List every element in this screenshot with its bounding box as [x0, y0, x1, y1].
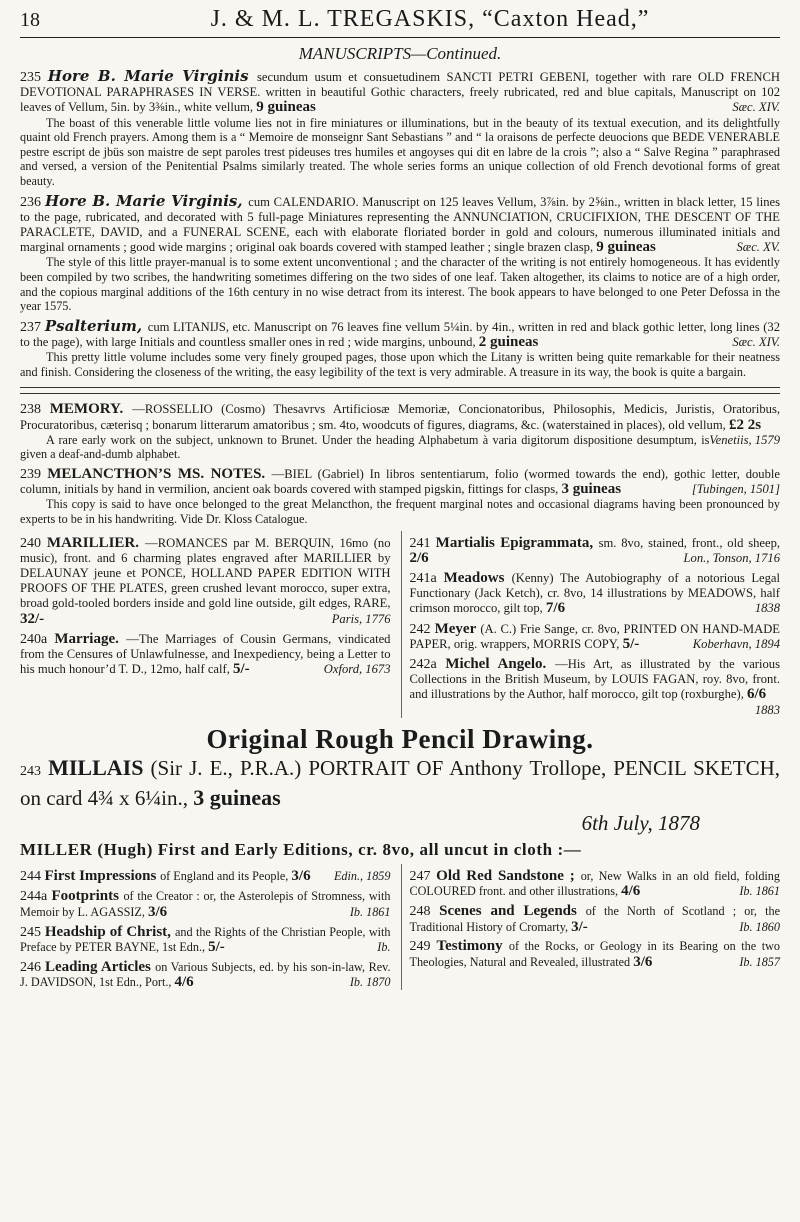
- lot-imprint: Sæc. XIV.: [732, 334, 780, 349]
- left-column: [20, 531, 391, 718]
- lot-number: 245: [20, 924, 45, 940]
- lot-title: Michel Angelo.: [445, 655, 556, 672]
- lot-note: This pretty little volume includes some very finely grouped pages, those upon which the Litany is written being quite remarkable for their neatness and finish. Considering the closeness of the writing, the easy legibility of the text is very admirable. A treasure in its way, the book is quite a bargain.: [20, 350, 780, 379]
- catalogue-entry: [409, 655, 781, 717]
- lot-243: [20, 755, 780, 811]
- lot-body: of the North of Scotland ; or, the Traditional History of Cromarty,: [409, 903, 781, 934]
- lot-note: The boast of this venerable little volume lies not in fire miniatures or illuminations, but in the beauty of its textual execution, and its delightfully quaint old French prayers. Among them is a “ Memoire de monseignr Sant Sebastians ” and “ la oraisons de perfecte deuocions que BEDE VENERABLE pestre escript de jbüs son maistre de sept paroles trest pideuses tres humiles et angoyses qui dit en labre de la crois ”; also a “ Salve Regina ” paraphrased and versed, a version of the Penitential Psalms similarly treated. The whole series forms an unique collection of old French devotional forms of great beauty.: [20, 115, 780, 188]
- lot-title: Headship of Christ,: [44, 923, 175, 940]
- lot-body: of the Rocks, or Geology in its Bearing on the two Theologies, Natural and Revealed, illustrated: [409, 939, 781, 969]
- lot-price: 3 guineas: [193, 784, 281, 810]
- lot-body: and the Rights of the Christian People, with Preface by PETER BAYNE, 1st Edn.,: [20, 924, 391, 955]
- miller-columns: [20, 864, 780, 990]
- entry-text: [20, 467, 780, 497]
- catalogue-entry: [20, 960, 391, 990]
- entry-text: [20, 69, 780, 116]
- lot-number: 242a: [409, 656, 446, 672]
- lot-number: 244: [20, 868, 45, 884]
- lot-imprint: 1883: [754, 702, 780, 717]
- entry-text: [20, 191, 780, 256]
- lot-price: 3/-: [571, 918, 588, 935]
- lot-number: 238: [20, 402, 50, 418]
- lot-imprint: Venetiis, 1579: [709, 432, 780, 447]
- lot-imprint: Edin., 1859: [333, 868, 391, 883]
- lot-body: —His Art, as illustrated by the various Collections in the British Museum, by LOUIS FAGAN, roy. 8vo, front. and illustrations by the Author, half morocco, gilt top (roxburghe),: [409, 656, 780, 702]
- lot-title: Scenes and Legends: [439, 902, 586, 919]
- lot-price: 9 guineas: [256, 99, 316, 116]
- lot-price: £2 2s: [728, 416, 762, 433]
- lot-imprint: Ib. 1870: [349, 975, 391, 990]
- latin-entries: [20, 402, 780, 526]
- lot-title: Martialis Epigrammata,: [435, 534, 599, 551]
- lot-body: on Various Subjects, ed. by his son-in-law, Rev. J. DAVIDSON, 1st Edn., Port.,: [20, 959, 391, 990]
- lot-note: This copy is said to have once belonged to the great Melancthon, the frequent marginal notes and occasional diagrams having been pronounced by experts to be in his handwriting. Vide Dr. Kloss Catalogue.: [20, 497, 780, 526]
- lot-price: 5/-: [622, 635, 640, 652]
- lot-number: 241: [409, 535, 436, 551]
- lot-price: 6/6: [747, 686, 767, 703]
- miller-heading: MILLER (Hugh) First and Early Editions, cr. 8vo, all uncut in cloth :—: [20, 839, 582, 859]
- lot-number: 240a: [20, 631, 55, 647]
- lot-title: First Impressions: [44, 867, 161, 884]
- lot-price: 32/-: [20, 610, 45, 627]
- lot-title: Hore B. Marie Virginis: [47, 67, 258, 85]
- lot-price: 2/6: [409, 549, 429, 566]
- catalogue-entry: [20, 632, 391, 678]
- lot-number: 246: [20, 959, 45, 975]
- running-title: J. & M. L. TREGASKIS, “Caxton Head,”: [210, 6, 650, 32]
- lot-imprint: Ib. 1857: [739, 954, 780, 969]
- lot-body: secundum usum et consuetudinem SANCTI PETRI GEBENI, together with rare OLD FRENCH DEVOTIONAL PARAPHRASES IN VERSE. written in beautiful Gothic characters, freely rubricated, red and blue capitals, Manuscript on 102 leaves of Vellum, 5in. by 3⅜in., white vellum,: [20, 70, 781, 115]
- lot-body: —ROMANCES par M. BERQUIN, 16mo (no music), front. and 6 charming plates engraved after MARILLIER by DELAUNAY jeune et PONCE, HOLLAND PAPER EDITION WITH PROOFS OF THE PLATES, green crushed levant morocco, super extra, broad gold-tooled borders inside and gold line outside, gilt edges, RARE,: [20, 535, 391, 611]
- lot-body: sm. 8vo, stained, front., old sheep,: [598, 535, 781, 550]
- original-drawing-heading: Original Rough Pencil Drawing.: [206, 723, 594, 754]
- lot-title: Meyer: [434, 620, 481, 637]
- lot-imprint: [Tubingen, 1501]: [691, 482, 780, 497]
- catalogue-entry: [20, 467, 780, 527]
- lot-price: 5/-: [208, 939, 225, 956]
- lot-imprint: Paris, 1776: [331, 611, 391, 626]
- catalogue-entry: [20, 316, 780, 380]
- lot-number: 240: [20, 535, 47, 551]
- catalogue-entry: [20, 889, 391, 919]
- lot-number: 244a: [20, 889, 52, 905]
- lot-note: A rare early work on the subject, unknown to Brunet. Under the heading Alphabetum à varia digitorum dispositione desumptum, is given a deaf-and-dumb alphabet.: [20, 432, 710, 462]
- entry-text: [20, 316, 780, 350]
- entry-text: [410, 536, 781, 566]
- entry-text: [410, 939, 781, 969]
- catalogue-entry: [20, 536, 391, 627]
- lot-imprint: Sæc. XIV.: [732, 100, 780, 115]
- catalogue-entry: [410, 622, 781, 652]
- lot-imprint: 1838: [754, 601, 780, 616]
- lot-price: 5/-: [233, 661, 250, 678]
- lot-number: 239: [20, 466, 48, 482]
- lot-imprint: Lon., Tonson, 1716: [683, 550, 780, 565]
- lot-price: 4/6: [621, 883, 641, 900]
- entry-text: [20, 869, 391, 885]
- lot-number: 242: [409, 621, 435, 637]
- lot-title: MEMORY.: [49, 401, 133, 418]
- entry-text: [410, 904, 781, 934]
- lot-price: 7/6: [545, 600, 566, 617]
- lot-body: (Kenny) The Autobiography of a notorious Legal Functionary (Jack Ketch), cr. 8vo, 14 illustrations by MEADOWS, half crimson morocco, gilt top,: [409, 570, 780, 616]
- entry-text: [20, 960, 391, 990]
- catalogue-entry: [20, 869, 391, 885]
- catalogue-entry: [20, 402, 780, 462]
- entry-text: [20, 889, 391, 919]
- page-number: 18: [20, 9, 40, 31]
- lot-body: cum LITANIJS, etc. Manuscript on 76 leaves fine vellum 5¼in. by 4in., written in red and black gothic letter, long lines (32 to the page), with large Initials and countless smaller ones in red ; wide margins, unbound,: [20, 319, 780, 349]
- lot-body: —BIEL (Gabriel) In libros sententiarum, folio (wormed towards the end), gothic letter, double column, initials by hand in vermilion, ancient oak boards covered with stamped pigskin, fittings for clasps,: [20, 466, 780, 497]
- catalogue-entry: [410, 536, 781, 566]
- lot-title: MILLAIS: [48, 754, 144, 780]
- miller-left-column: [20, 864, 391, 990]
- lot-imprint: Ib. 1861: [739, 884, 780, 899]
- lot-price: 3/6: [291, 867, 311, 884]
- lot-title: MARILLIER.: [46, 534, 146, 551]
- lot-body: (Sir J. E., P.R.A.) PORTRAIT OF Anthony Trollope, PENCIL SKETCH, on card 4¾ x 6¼in.,: [20, 755, 781, 810]
- lot-imprint: Ib. 1860: [739, 919, 780, 934]
- lot-number: 237: [20, 319, 45, 335]
- lot-imprint: Ib.: [377, 940, 391, 955]
- entry-text: [410, 571, 781, 617]
- lot-imprint: Ib. 1861: [349, 904, 391, 919]
- lot-price: 3/6: [147, 903, 168, 920]
- catalogue-entry: [20, 925, 391, 955]
- lot-number: 235: [20, 70, 48, 85]
- lot-note: The style of this little prayer-manual is to some extent unconventional ; and the character of the writing is not entirely homogeneous. It has evidently been compiled by two scribes, the handwriting sometimes differing on the two sides of one leaf. Taken altogether, its claims to notice are of a high order, and the copious marginal additions of the 16th century in no wise detract from its interest. The book appears to have belonged to one Peter Defossa in the year 1575.: [20, 255, 780, 314]
- lot-title: Testimony: [436, 938, 509, 955]
- lot-title: Meadows: [443, 569, 512, 586]
- lot-price: 2 guineas: [478, 333, 539, 350]
- entry-text: [409, 655, 781, 717]
- lot-body: —The Marriages of Cousin Germans, vindicated from the Censures of Unlawfulnesse, and Inexpediency, being a Letter to his much honour’d T. D., 12mo, half calf,: [20, 631, 391, 677]
- divider: [20, 387, 780, 394]
- page-header: [20, 6, 780, 38]
- lot-number: 247: [409, 868, 437, 884]
- lot-body: or, New Walks in an old field, folding COLOURED front. and other illustrations,: [409, 868, 780, 899]
- right-column: [401, 531, 781, 718]
- lot-title: Leading Articles: [44, 958, 156, 975]
- lot-title: Old Red Sandstone ;: [436, 867, 581, 884]
- catalogue-entry: [410, 869, 781, 899]
- lot-title: Hore B. Marie Virginis,: [45, 191, 249, 210]
- catalogue-entry: [20, 69, 780, 189]
- manuscript-entries: [20, 69, 780, 379]
- lot-imprint: Oxford, 1673: [323, 662, 391, 677]
- catalogue-page: [20, 0, 780, 990]
- lot-number: 248: [409, 903, 440, 919]
- catalogue-entry: [20, 191, 780, 314]
- catalogue-entry: [410, 939, 781, 969]
- catalogue-entry: [410, 571, 781, 617]
- lot-price: 4/6: [174, 974, 194, 991]
- lot-title: Psalterium,: [44, 316, 148, 335]
- lot-imprint: Sæc. XV.: [736, 240, 780, 255]
- lot-body: (A. C.) Frie Sange, cr. 8vo, PRINTED ON HAND-MADE PAPER, orig. wrappers, MORRIS COPY,: [409, 621, 780, 651]
- entry-text: [20, 632, 391, 678]
- lot-body: cum CALENDARIO. Manuscript on 125 leaves Vellum, 3⅞in. by 2⅝in., written in black letter, 15 lines to the page, rubricated, and decorated with 5 full-page Miniatures representing the ANNUNCIATION, CRUCIFIXION, THE DESCENT OF THE PARACLETE, DAVID, and a FUNERAL SCENE, each with elaborate floriated border in gold and colours, numerous illuminated initials and marginal ornaments ; good wide margins ; original oak boards covered with stamped leather ; single brazen clasp,: [20, 194, 780, 255]
- lot-imprint: Koberhavn, 1894: [692, 636, 780, 651]
- entry-text: [20, 925, 391, 955]
- lot-date: 6th July, 1878: [581, 810, 700, 835]
- catalogue-entry: [410, 904, 781, 934]
- lot-body: of England and its People,: [160, 868, 292, 883]
- entry-text: [410, 869, 781, 899]
- lot-body: —ROSSELLIO (Cosmo) Thesavrvs Artificiosæ Memoriæ, Concionatoribus, Philosophis, Medicis, Juristis, Oratoribus, Procuratoribus, cæterisq ; bonarum litterarum amatoribus ; sm. 4to, woodcuts of figures, diagrams, &c. (waterstained in places), old vellum,: [20, 402, 781, 432]
- lot-number: 241a: [409, 570, 444, 586]
- lot-price: 3/6: [633, 953, 653, 970]
- lot-price: 9 guineas: [596, 239, 656, 256]
- entry-text: [410, 622, 781, 652]
- miller-right-column: [401, 864, 781, 990]
- lot-body: of the Creator : or, the Asterolepis of Stromness, with Memoir by L. AGASSIZ,: [20, 889, 391, 919]
- section-heading: MANUSCRIPTS—Continued.: [298, 44, 502, 63]
- lot-number: 243: [20, 763, 41, 779]
- entry-text: [20, 536, 391, 627]
- lot-title: Footprints: [51, 888, 124, 905]
- lot-title: MELANCTHON’S MS. NOTES.: [47, 465, 272, 482]
- lot-number: 236: [20, 194, 45, 210]
- lot-title: Marriage.: [54, 630, 127, 647]
- lot-number: 249: [409, 939, 437, 955]
- lot-price: 3 guineas: [561, 481, 622, 498]
- two-column-section: [20, 531, 780, 718]
